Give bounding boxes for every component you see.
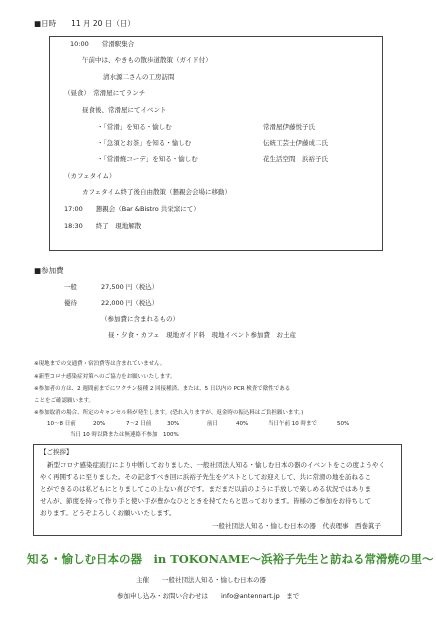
note-line: ※参加取消の場合、所定のキャンセル料が発生します。(恐れ入りますが、返金時の振込料はご負担願います。) — [34, 410, 304, 416]
cancel-rate: 50% — [337, 421, 350, 427]
banner-title: 知る・愉しむ日本の器 in TOKONAME～浜裕子先生と訪ねる常滑焼の里～ — [27, 552, 434, 566]
schedule-line-party: 17:00 懇親会（Bar &Bistro 共栄窯にて） — [64, 205, 200, 213]
schedule-event-2-presenter: 伝統工芸士伊藤成二氏 — [263, 139, 328, 147]
fee-general-amount: 27,500 円（税込） — [101, 283, 159, 291]
contact-line: 参加申し込み・お問い合わせは info@antennart.jp まで — [117, 592, 300, 600]
schedule-line-meet: 10:00 常滑駅集合 — [70, 40, 135, 48]
organizer-line: 主催 一般社団法人知る・愉しむ日本の器 — [136, 576, 266, 584]
cancel-rate: 30% — [167, 421, 180, 427]
fee-member-label: 優待 — [64, 299, 77, 307]
schedule-event-3-presenter: 花生活空間 浜裕子氏 — [263, 155, 328, 163]
fee-general-label: 一般 — [64, 283, 77, 291]
greeting-signature: 一般社団法人知る・愉しむ日本の器 代表理事 西巻眞子 — [212, 522, 381, 530]
note-line: ※参加者の方は、2 週間前までにワクチン接種 2 回接種済、または、5 日以内の PCR 検査で陰性である — [34, 386, 291, 392]
datetime-heading: ■日時 11 月 20 日（日） — [34, 19, 135, 28]
note-line: ※現地までの交通費・宿泊費等は含まれていません。 — [34, 361, 166, 367]
greeting-line: とができるのは私どもにとりましてこの上ない喜びです。まだまだ以前のように手放しで楽しめる状況ではありま — [40, 485, 371, 493]
schedule-line-morning: 午前中は、やきもの散歩道散策（ガイド付） — [82, 56, 212, 64]
cancel-rate: 40% — [236, 421, 249, 427]
schedule-event-3: ・「常滑焼コーデ」を知る・愉しむ — [97, 155, 198, 163]
schedule-event-1: ・「常滑」を知る・愉しむ — [97, 123, 172, 131]
fee-heading: ■参加費 — [34, 266, 64, 275]
cancel-rate: 20% — [93, 421, 106, 427]
note-line: ことをご確認願います。 — [34, 398, 95, 404]
schedule-line-lunch: （昼食） 常滑屋にてランチ — [64, 89, 146, 97]
cancel-period: 前日 — [207, 421, 219, 427]
cancel-last: 当日 10 時以降または無連絡不参加 100% — [70, 432, 179, 438]
greeting-line: やく再開するに至りました。その記念すべき回に浜裕子先生をゲストとしてお迎えして、共に常滑の地を訪ねるこ — [40, 473, 371, 481]
schedule-line-end: 18:30 終了 現地解散 — [64, 222, 142, 230]
schedule-line-afternoon: 昼食後、常滑屋にてイベント — [82, 106, 167, 114]
schedule-line-free: カフェタイム終了後自由散策（懇親会会場に移動） — [82, 188, 232, 196]
cancel-period: 当日午前 10 時まで — [268, 421, 317, 427]
schedule-event-2: ・「急須とお茶」を知る・愉しむ — [97, 139, 192, 147]
greeting-line: 新型コロナ感染症流行により中断しておりました、一般社団法人知る・愉しむ日本の器のイベントをこの度ようやく — [47, 461, 385, 469]
included-heading: （参加費に含まれるもの） — [101, 315, 179, 323]
cancel-period: 10～8 日前 — [47, 421, 76, 427]
note-line: ※新型コロナ感染症対策へのご協力をお願いいたします。 — [34, 374, 176, 380]
greeting-line: せんが、節度を持って作り手と使い手が豊かなひとときを持てたらと思っております。皆様のご参加をお待ちして — [40, 497, 371, 505]
cancel-period: 7～2 日前 — [126, 421, 152, 427]
schedule-line-studio: 清水源二さんの工房訪問 — [103, 73, 175, 81]
greeting-heading: 【ご挨拶】 — [40, 448, 73, 456]
schedule-line-cafe: （カフェタイム） — [64, 172, 116, 180]
fee-member-amount: 22,000 円（税込） — [101, 299, 159, 307]
included-items: 昼・夕食・カフェ 現地ガイド料 現地イベント参加費 お土産 — [108, 331, 296, 339]
schedule-event-1-presenter: 常滑屋伊藤悦子氏 — [263, 123, 315, 131]
greeting-line: おります。どうぞよろしくお願いいたします。 — [40, 509, 176, 517]
